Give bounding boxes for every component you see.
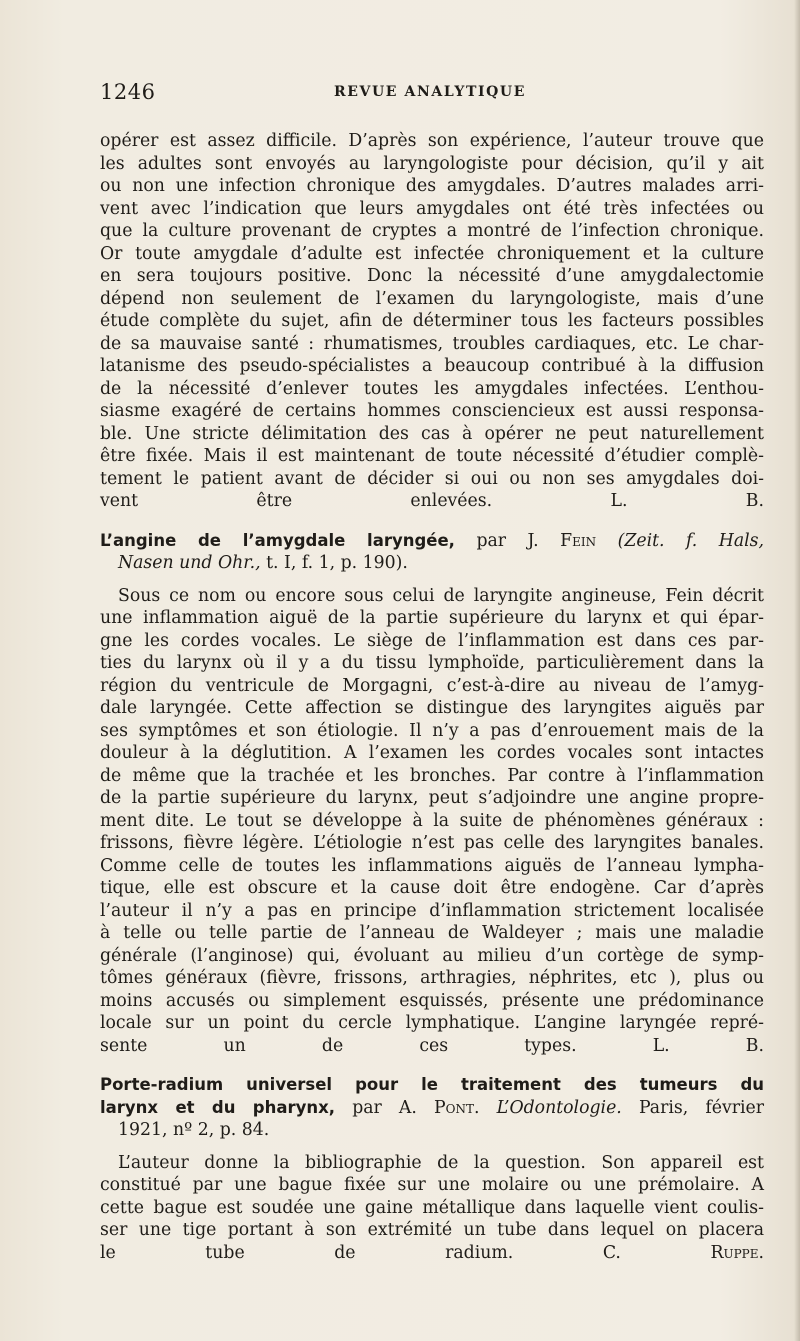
text-line: ses symptômes et son étiologie. Il n’y a pas d’enrouement mais de la — [100, 720, 764, 741]
page-header — [100, 80, 760, 110]
text-line: vent avec l’indication que leurs amygdales ont été très infectées ou — [100, 198, 764, 219]
text-fragment: le tube de radium. — [100, 1242, 514, 1263]
text-line: de la nécessité d’enlever toutes les amygdales infectées. L’enthou- — [100, 378, 764, 399]
page-edge-shadow — [794, 0, 800, 1341]
text-line: l’auteur il n’y a pas en principe d’inflammation strictement localisée — [100, 900, 764, 921]
text-line: générale (l’anginose) qui, évoluant au milieu d’un cortège de symp- — [100, 945, 764, 966]
text-line: que la culture provenant de cryptes a montré de l’infection chronique. — [100, 221, 764, 241]
text-line: moins accusés ou simplement esquissés, présente une prédominance — [100, 990, 764, 1011]
text-line: Comme celle de toutes les inflammations aiguës de l’anneau lympha- — [100, 855, 764, 876]
text-line: être fixée. Mais il est maintenant de toute nécessité d’étudier complè- — [100, 446, 764, 466]
text-line: tômes généraux (fièvre, frissons, arthragies, néphrites, etc ), plus ou — [100, 968, 764, 988]
text-line: ble. Une stricte délimitation des cas à opérer ne peut naturellement — [100, 423, 764, 444]
article-3 — [100, 1074, 764, 1264]
text-line: en sera toujours positive. Donc la nécessité d’une amygdalectomie — [100, 266, 764, 286]
reference: t. I, f. 1, p. 190). — [266, 553, 408, 573]
text-fragment: sente un de ces types. — [100, 1035, 577, 1056]
text-line: cette bague est soudée une gaine métallique dans laquelle vient coulis- — [100, 1197, 764, 1218]
text-fragment: vent être enlevées. — [100, 491, 493, 511]
text-line: ment dite. Le tout se développe à la suite de phénomènes généraux : — [100, 810, 764, 831]
journal-name-cont: Nasen und Ohr., — [118, 553, 261, 573]
text-line: Sous ce nom ou encore sous celui de laryngite angineuse, Fein décrit — [118, 585, 764, 606]
text-line: région du ventricule de Morgagni, c’est-à-dire au niveau de l’amyg- — [100, 675, 764, 696]
text-line: ser une tige portant à son extrémité un tube dans lequel on placera — [100, 1220, 764, 1240]
text-line-with-signature — [100, 490, 764, 513]
article-title: L’angine de l’amygdale laryngée, — [100, 530, 455, 550]
text-line: siasme exagéré de certains hommes consciencieux est aussi responsa- — [100, 401, 764, 421]
text-line: ou non une infection chronique des amygdales. D’autres malades arri- — [100, 176, 764, 196]
journal-name: L’Odontologie. — [496, 1097, 622, 1118]
author-name: Pont. — [434, 1097, 480, 1118]
text-line: ties du larynx où il y a du tissu lymphoïde, particulièrement dans la — [100, 653, 764, 673]
by-text: par J. — [476, 530, 539, 551]
article-heading — [100, 1097, 764, 1120]
page-number: 1246 — [100, 80, 156, 104]
signature: L. B. — [610, 491, 764, 511]
text-line: de la partie supérieure du larynx, peut s’adjoindre une angine propre- — [100, 788, 764, 808]
text-line: dépend non seulement de l’examen du laryngologiste, mais d’une — [100, 288, 764, 309]
text-line-with-signature — [100, 1242, 764, 1265]
text-line: frissons, fièvre légère. L’étiologie n’est pas celle des laryngites banales. — [100, 833, 764, 853]
author-name: Fein — [560, 530, 597, 551]
article-1 — [100, 130, 764, 513]
journal-name: (Zeit. f. Hals, — [617, 530, 765, 551]
text-line: gne les cordes vocales. Le siège de l’inflammation est dans ces par- — [100, 630, 764, 651]
text-line: latanisme des pseudo-spécialistes a beaucoup contribué à la diffusion — [100, 356, 764, 376]
text-line: Or toute amygdale d’adulte est infectée chroniquement et la culture — [100, 243, 764, 264]
text-line: de même que la trachée et les bronches. Par contre à l’inflammation — [100, 765, 764, 786]
text-line: les adultes sont envoyés au laryngologiste pour décision, qu’il y ait — [100, 153, 764, 174]
text-line-with-signature — [100, 1035, 764, 1058]
article-reference — [100, 552, 764, 575]
text-line: étude complète du sujet, afin de déterminer tous les facteurs possibles — [100, 311, 764, 331]
article-title: Porte-radium universel pour le traitement des tumeurs du — [100, 1075, 764, 1094]
text-line: L’auteur donne la bibliographie de la question. Son appareil est — [118, 1152, 764, 1173]
text-line: tique, elle est obscure et la cause doit être endogène. Car d’après — [100, 878, 764, 898]
text-line: une inflammation aiguë de la partie supérieure du larynx et qui épar- — [100, 608, 764, 628]
article-heading — [100, 530, 764, 553]
text-line: douleur à la déglutition. A l’examen les cordes vocales sont intactes — [100, 743, 764, 763]
text-line: locale sur un point du cercle lymphatique. L’angine laryngée repré- — [100, 1013, 764, 1033]
signature: L. B. — [652, 1035, 764, 1056]
text-line: opérer est assez difficile. D’après son expérience, l’auteur trouve que — [100, 131, 764, 151]
text-line: tement le patient avant de décider si oui ou non ses amygdales doi- — [100, 468, 764, 489]
by-text: par A. — [352, 1097, 417, 1118]
journal-place: Paris, février — [638, 1097, 765, 1118]
article-title-cont: larynx et du pharynx, — [100, 1097, 336, 1117]
text-line: à telle ou telle partie de l’anneau de Waldeyer ; mais une maladie — [100, 923, 764, 943]
page-body — [100, 130, 764, 1264]
text-line: constitué par une bague fixée sur une molaire ou une prémolaire. A — [100, 1175, 764, 1195]
text-line: dale laryngée. Cette affection se distingue des laryngites aiguës par — [100, 698, 764, 718]
running-head: REVUE ANALYTIQUE — [333, 84, 527, 100]
article-reference: 1921, nº 2, p. 84. — [118, 1120, 270, 1140]
article-2 — [100, 530, 764, 1058]
signature: C. Ruppe. — [602, 1242, 764, 1263]
text-line: de sa mauvaise santé : rhumatismes, troubles cardiaques, etc. Le char- — [100, 333, 764, 354]
